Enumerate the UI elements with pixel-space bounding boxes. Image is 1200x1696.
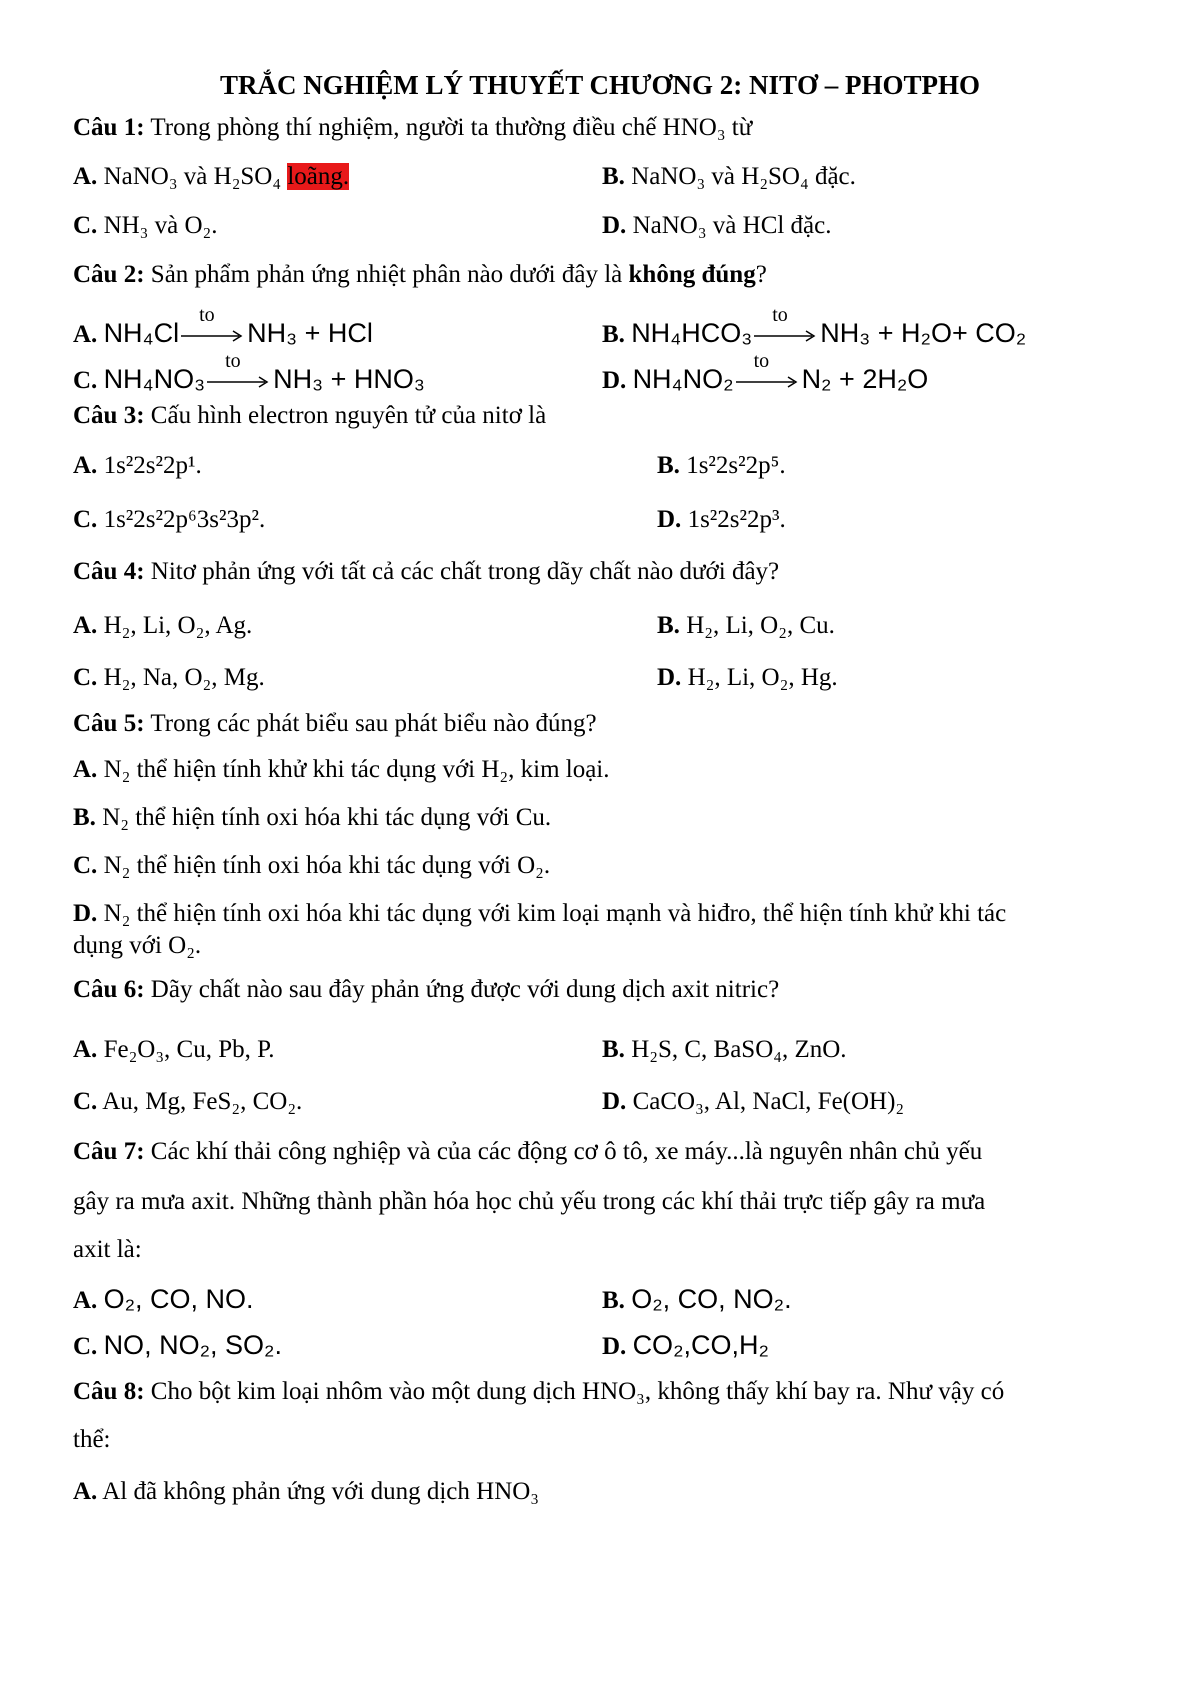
question-5: Câu 5: Trong các phát biểu sau phát biểu nào đúng?: [73, 710, 597, 737]
q2-option-a: A. NH₄Cl to NH₃ + HCl: [73, 304, 373, 348]
highlighted-answer: loãng.: [287, 163, 350, 190]
q4-option-d: D. H₂, Li, O₂, Hg.: [657, 664, 838, 691]
q4-option-a: A. H₂, Li, O₂, Ag.: [73, 612, 253, 639]
q6-option-c: C. Au, Mg, FeS₂, CO₂.: [73, 1088, 303, 1115]
q7-option-b: B. O₂, CO, NO₂.: [602, 1284, 792, 1314]
q3-option-c: C. 1s²2s²2p⁶3s²3p².: [73, 506, 266, 533]
heat-arrow: to: [754, 326, 818, 346]
q5-option-c: C. N₂ thể hiện tính oxi hóa khi tác dụng với O₂.: [73, 852, 551, 879]
question-1: [73, 114, 1133, 142]
q7-option-c: C. NO, NO₂, SO₂.: [73, 1330, 283, 1360]
q7-option-a: A. O₂, CO, NO.: [73, 1284, 254, 1314]
q1-option-d: D. NaNO₃ và HCl đặc.: [602, 212, 832, 239]
q2-option-c: C. NH₄NO₃ to NH₃ + HNO₃: [73, 350, 425, 394]
question-7: Câu 7: Các khí thải công nghiệp và của các động cơ ô tô, xe máy...là nguyên nhân chủ yếu: [73, 1138, 983, 1165]
question-3: Câu 3: Cấu hình electron nguyên tử của nitơ là: [73, 402, 547, 429]
q5-option-a: A. N₂ thể hiện tính khử khi tác dụng với H₂, kim loại.: [73, 756, 610, 783]
q1-option-a: A. NaNO₃ và H₂SO₄ loãng.: [73, 163, 350, 190]
heat-arrow: to: [736, 372, 800, 392]
q3-option-d: D. 1s²2s²2p³.: [657, 506, 786, 533]
heat-arrow: to: [181, 326, 245, 346]
q1-option-c: C. NH₃ và O₂.: [73, 212, 218, 239]
q6-option-a: A. Fe₂O₃, Cu, Pb, P.: [73, 1036, 275, 1063]
heat-arrow: to: [207, 372, 271, 392]
question-7-line-3: axit là:: [73, 1236, 142, 1263]
q3-option-a: A. 1s²2s²2p¹.: [73, 452, 202, 479]
question-8: Câu 8: Cho bột kim loại nhôm vào một dung dịch HNO₃, không thấy khí bay ra. Như vậy có: [73, 1378, 1005, 1405]
q5-option-d-continued: dụng với O₂.: [73, 932, 202, 959]
q4-option-c: C. H₂, Na, O₂, Mg.: [73, 664, 265, 691]
q4-option-b: B. H₂, Li, O₂, Cu.: [657, 612, 835, 639]
q3-option-b: B. 1s²2s²2p⁵.: [657, 452, 786, 479]
q6-option-b: B. H₂S, C, BaSO₄, ZnO.: [602, 1036, 847, 1063]
q5-option-b: B. N₂ thể hiện tính oxi hóa khi tác dụng với Cu.: [73, 804, 552, 831]
q5-option-d: D. N₂ thể hiện tính oxi hóa khi tác dụng với kim loại mạnh và hiđro, thể hiện tính khử khi tác: [73, 900, 1007, 927]
question-2: Câu 2: Sản phẩm phản ứng nhiệt phân nào dưới đây là không đúng?: [73, 261, 767, 288]
q6-option-d: D. CaCO₃, Al, NaCl, Fe(OH)₂: [602, 1088, 905, 1115]
q7-option-d: D. CO₂,CO,H₂: [602, 1330, 770, 1360]
q2-option-b: B. NH₄HCO₃ to NH₃ + H₂O+ CO₂: [602, 304, 1027, 348]
q8-option-a: A. Al đã không phản ứng với dung dịch HNO₃: [73, 1478, 540, 1505]
question-1-text: Trong phòng thí nghiệm, người ta thường điều chế HNO₃ từ: [150, 114, 753, 141]
question-8-line-2: thể:: [73, 1426, 111, 1453]
page-title: TRẮC NGHIỆM LÝ THUYẾT CHƯƠNG 2: NITƠ – PHOTPHO: [219, 70, 981, 100]
question-6: Câu 6: Dãy chất nào sau đây phản ứng được với dung dịch axit nitric?: [73, 976, 780, 1003]
q1-option-b: B. NaNO₃ và H₂SO₄ đặc.: [602, 163, 856, 190]
question-4: Câu 4: Nitơ phản ứng với tất cả các chất trong dãy chất nào dưới đây?: [73, 558, 780, 585]
q2-option-d: D. NH₄NO₂ to N₂ + 2H₂O: [602, 350, 929, 394]
question-1-label: Câu 1:: [73, 114, 145, 141]
question-7-line-2: gây ra mưa axit. Những thành phần hóa học chủ yếu trong các khí thải trực tiếp gây ra mưa: [73, 1188, 986, 1215]
